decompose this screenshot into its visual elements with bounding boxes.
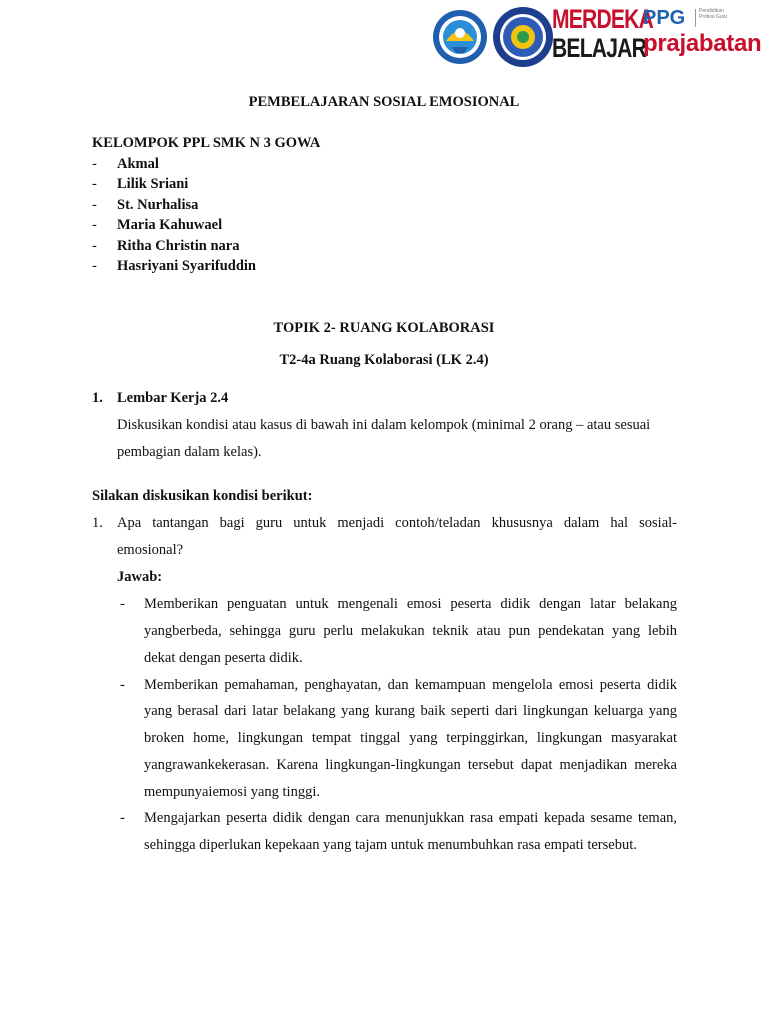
answer-dash: - — [120, 810, 125, 826]
question-number: 1. — [92, 515, 103, 531]
member-name: St. Nurhalisa — [117, 197, 199, 213]
document-title: PEMBELAJARAN SOSIAL EMOSIONAL — [248, 94, 520, 110]
university-logo-icon — [492, 6, 554, 68]
section-title: Lembar Kerja 2.4 — [117, 390, 229, 406]
ppg-prajabatan-logo — [643, 6, 761, 58]
member-item — [92, 256, 256, 276]
ppg-text: PPG — [643, 7, 686, 29]
header-logos — [432, 4, 764, 70]
member-name: Lilik Sriani — [117, 176, 189, 192]
answer-dash: - — [120, 596, 125, 612]
dash: - — [92, 176, 97, 192]
section-body-line: Diskusikan kondisi atau kasus di bawah ini dalam kelompok (minimal 2 orang – atau sesuai — [117, 417, 651, 433]
answer-label: Jawab: — [117, 569, 163, 585]
dash: - — [92, 197, 97, 213]
answer-line: broken home, lingkungan tempat tinggal yang terpinggirkan, lingkungan masyarakat — [144, 730, 677, 746]
member-item — [92, 174, 188, 194]
logo-separator — [695, 9, 696, 27]
member-name: Maria Kahuwael — [117, 217, 223, 233]
belajar-text: BELAJAR — [552, 33, 647, 63]
answer-line: sehingga diperlukan kepekaan yang tajam untuk menumbuhkan rasa empati tersebut. — [144, 837, 637, 853]
dash: - — [92, 156, 97, 172]
member-name: Ritha Christin nara — [117, 238, 240, 254]
merdeka-text: MERDEKA — [552, 4, 654, 34]
member-item — [92, 236, 239, 256]
tut-wuri-handayani-logo-icon — [432, 7, 488, 67]
prajabatan-text: prajabatan — [643, 30, 762, 57]
answer-line: Memberikan pemahaman, penghayatan, dan kemampuan mengelola emosi peserta didik — [144, 677, 677, 693]
answer-line: yang berasal dari latar belakang yang kurang baik seperti dari lingkungan keluarga yang — [144, 703, 677, 719]
member-item — [92, 195, 198, 215]
dash: - — [92, 238, 97, 254]
member-item — [92, 154, 159, 174]
answer-line: yangrawankekerasan. Karena lingkungan-lingkungan tersebut dapat menjadikan mereka — [144, 757, 677, 773]
dash: - — [92, 258, 97, 274]
answer-line: dekat dengan peserta didik. — [144, 650, 303, 666]
member-name: Akmal — [117, 156, 159, 172]
topic-heading: TOPIK 2- RUANG KOLABORASI — [273, 320, 495, 336]
merdeka-belajar-logo — [552, 5, 653, 63]
dash: - — [92, 217, 97, 233]
member-name: Hasriyani Syarifuddin — [117, 258, 256, 274]
subtopic-heading: T2-4a Ruang Kolaborasi (LK 2.4) — [279, 352, 489, 368]
ppg-small-text: Pendidikan Profesi Guru — [699, 8, 728, 20]
section-number: 1. — [92, 390, 103, 406]
answer-dash: - — [120, 677, 125, 693]
discussion-heading: Silakan diskusikan kondisi berikut: — [92, 488, 313, 504]
answer-line: yangberbeda, sehingga guru perlu melakukan teknik atau pun pendekatan yang lebih — [144, 623, 677, 639]
section-body-line: pembagian dalam kelas). — [117, 444, 262, 460]
group-heading: KELOMPOK PPL SMK N 3 GOWA — [92, 135, 321, 151]
answer-line: mempunyaiemosi yang tinggi. — [144, 784, 320, 800]
answer-line: Mengajarkan peserta didik dengan cara menunjukkan rasa empati kepada sesame teman, — [144, 810, 677, 826]
member-item — [92, 215, 222, 235]
question-line: emosional? — [117, 542, 184, 558]
question-line: Apa tantangan bagi guru untuk menjadi contoh/teladan khususnya dalam hal sosial- — [117, 515, 677, 531]
answer-line: Memberikan penguatan untuk mengenali emosi peserta didik dengan latar belakang — [144, 596, 677, 612]
